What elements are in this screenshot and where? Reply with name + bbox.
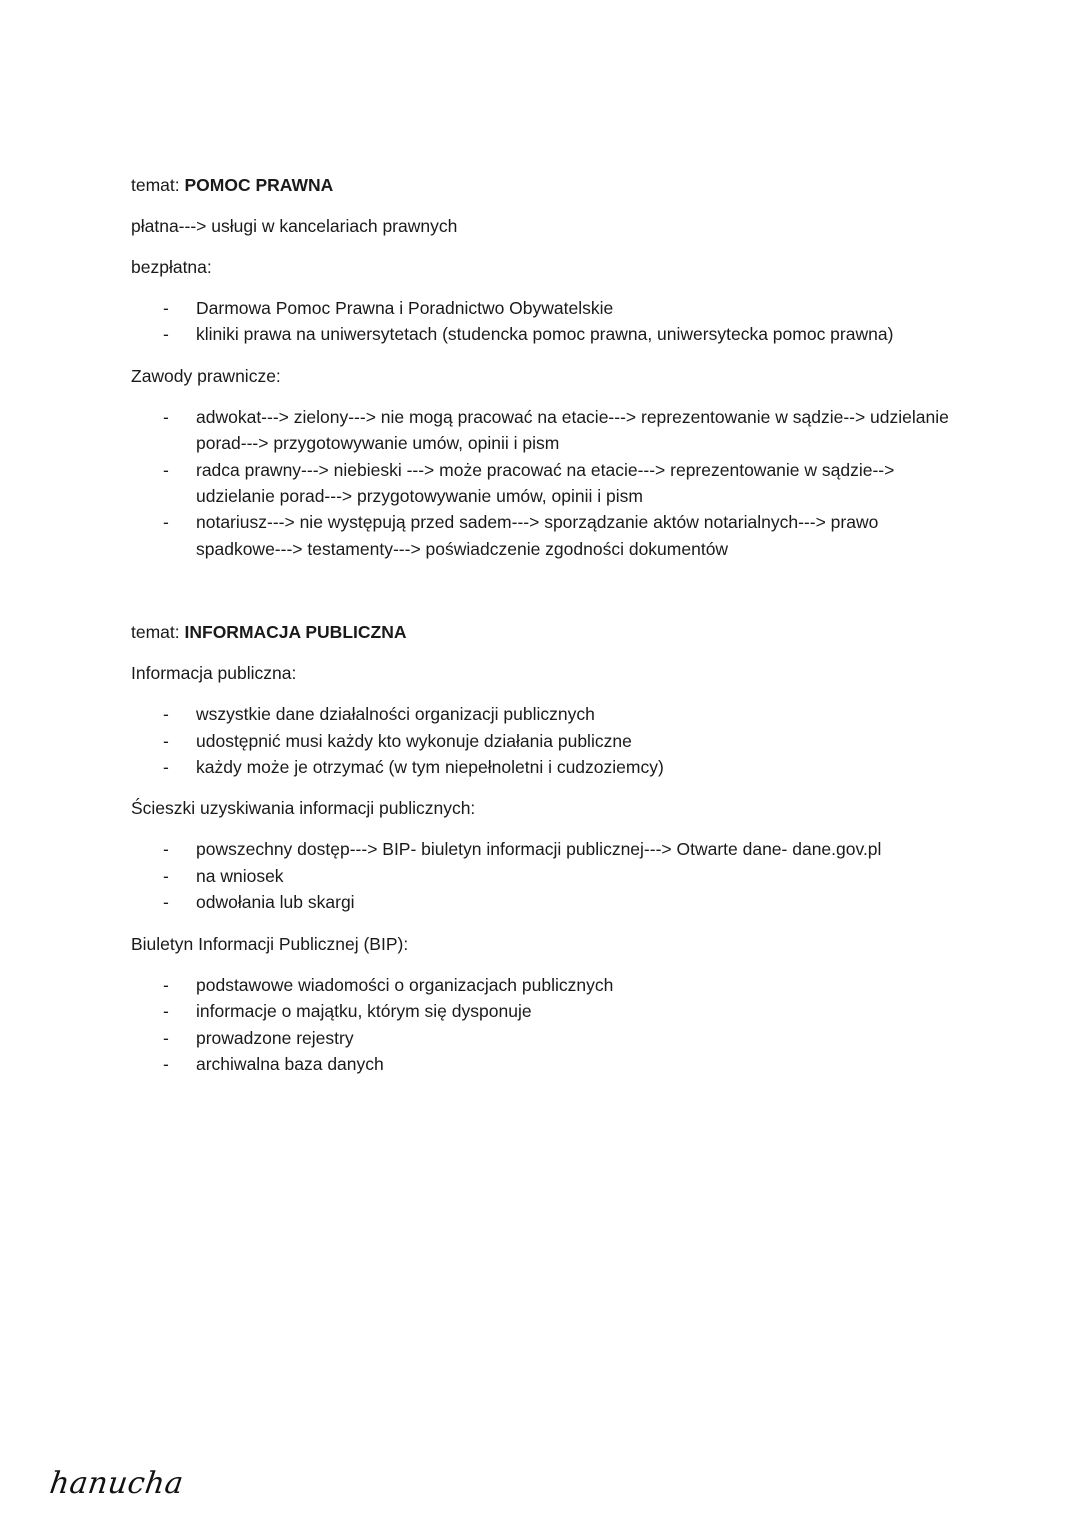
professions-label: Zawody prawnicze: [131, 365, 281, 386]
document-page [131, 172, 951, 1092]
heading-prefix: temat: [131, 622, 185, 643]
list-item: - adwokat---> zielony---> nie mogą pracować na etacie---> reprezentowanie w sądzie--> udzielanie porad---> przygotowywanie umów, opinii i pism [131, 404, 951, 457]
dash-bullet: - [163, 298, 169, 318]
dash-bullet: - [163, 1001, 169, 1022]
free-list [131, 295, 951, 348]
list-item: - prowadzone rejestry [131, 1025, 951, 1051]
dash-bullet: - [163, 704, 169, 725]
dash-bullet: - [163, 892, 169, 913]
paid-line: płatna---> usługi w kancelariach prawnych [131, 216, 458, 236]
dash-bullet: - [163, 865, 169, 886]
heading-title: INFORMACJA PUBLICZNA [184, 622, 407, 643]
section-spacer [131, 577, 951, 619]
free-label: bezpłatna: [131, 257, 212, 277]
list-item: - podstawowe wiadomości o organizacjach publicznych [131, 972, 951, 998]
dash-bullet: - [163, 839, 169, 860]
dash-bullet: - [163, 324, 169, 345]
list-item: - każdy może je otrzymać (w tym niepełnoletni i cudzoziemcy) [131, 754, 951, 780]
list-item: - archiwalna baza danych [131, 1051, 951, 1077]
dash-bullet: - [163, 1027, 169, 1048]
dash-bullet: - [163, 757, 169, 778]
heading-prefix: temat: [131, 175, 185, 195]
list-item: - powszechny dostęp---> BIP- biuletyn informacji publicznej---> Otwarte dane- dane.gov.pl [131, 836, 951, 862]
paths-label: Ścieszki uzyskiwania informacji publicznych: [131, 798, 476, 819]
dash-bullet: - [163, 406, 169, 427]
bip-label: Biuletyn Informacji Publicznej (BIP): [131, 933, 409, 954]
dash-bullet: - [163, 459, 169, 480]
list-item: - odwołania lub skargi [131, 889, 951, 915]
list-item: - na wniosek [131, 863, 951, 889]
info-label: Informacja publiczna: [131, 663, 297, 684]
professions-list [131, 404, 951, 562]
author-signature: hanucha [47, 1466, 186, 1501]
heading-title: POMOC PRAWNA [184, 175, 334, 195]
dash-bullet: - [163, 512, 169, 533]
section-heading-informacja-publiczna [131, 619, 951, 645]
list-item: - Darmowa Pomoc Prawna i Poradnictwo Obywatelskie [131, 295, 951, 321]
list-item: - udostępnić musi każdy kto wykonuje działania publiczne [131, 728, 951, 754]
bip-list [131, 972, 951, 1078]
dash-bullet: - [163, 730, 169, 751]
list-item: - radca prawny---> niebieski ---> może pracować na etacie---> reprezentowanie w sądzie--> udzielanie porad---> przygotowywanie umów, opinii i pism [131, 457, 951, 510]
paths-list [131, 836, 951, 915]
dash-bullet: - [163, 1053, 169, 1074]
list-item: - notariusz---> nie występują przed sadem---> sporządzanie aktów notarialnych---> prawo spadkowe---> testamenty---> poświadczenie zgodności dokumentów [131, 509, 951, 562]
list-item: - informacje o majątku, którym się dysponuje [131, 998, 951, 1024]
list-item: - wszystkie dane działalności organizacji publicznych [131, 701, 951, 727]
list-item: - kliniki prawa na uniwersytetach (studencka pomoc prawna, uniwersytecka pomoc prawna) [131, 321, 951, 347]
info-list [131, 701, 951, 780]
section-heading-pomoc-prawna [131, 172, 951, 198]
dash-bullet: - [163, 974, 169, 995]
